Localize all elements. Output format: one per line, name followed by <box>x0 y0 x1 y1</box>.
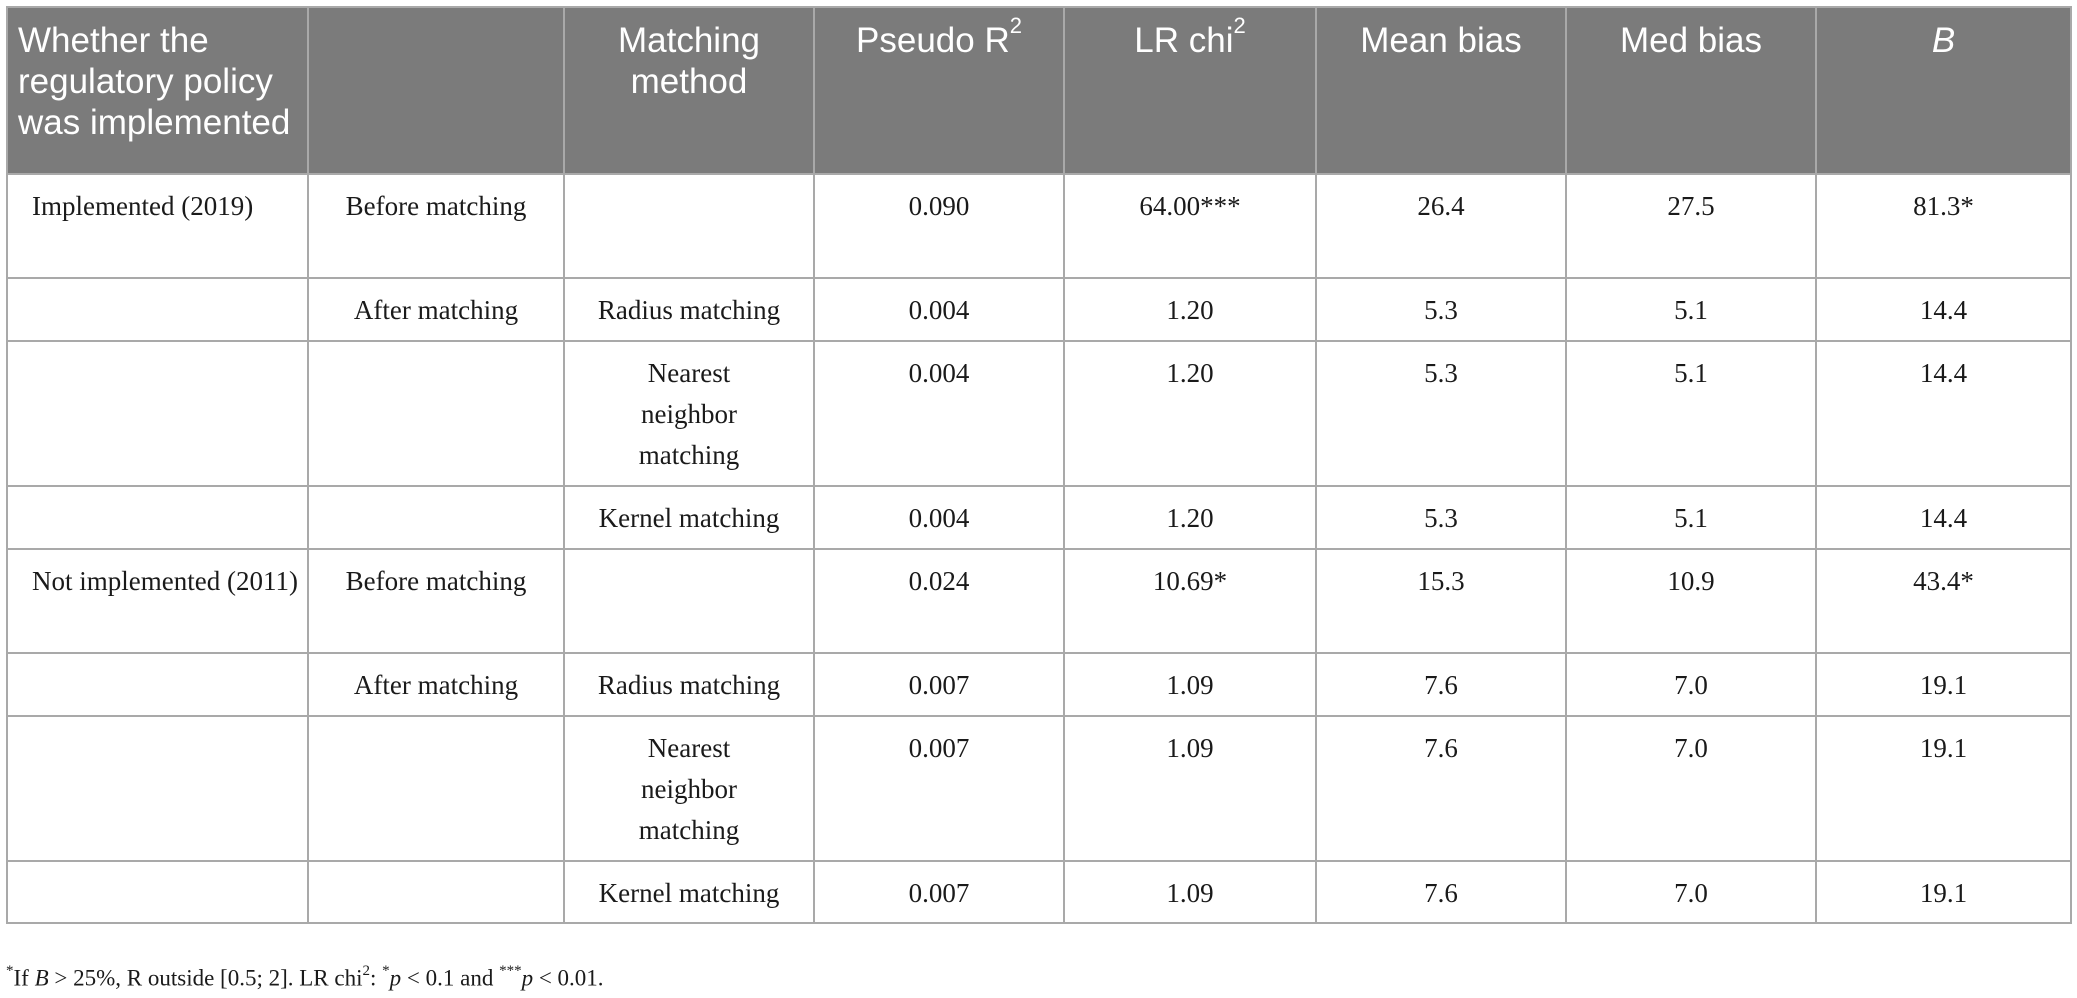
cell-pseudo-r2: 0.004 <box>814 278 1064 341</box>
cell-mean-bias: 15.3 <box>1316 549 1566 653</box>
cell-stage: Before matching <box>308 549 564 653</box>
cell-med-bias: 7.0 <box>1566 716 1816 861</box>
cell-mean-bias: 5.3 <box>1316 278 1566 341</box>
cell-group <box>7 716 308 861</box>
footnote-p: p <box>521 965 534 991</box>
cell-pseudo-r2: 0.024 <box>814 549 1064 653</box>
cell-method: Kernel matching <box>564 861 814 923</box>
cell-med-bias: 5.1 <box>1566 278 1816 341</box>
cell-method: Nearest neighbor matching <box>564 716 814 861</box>
cell-stage: After matching <box>308 653 564 716</box>
cell-group: Not implemented (2011) <box>7 549 308 653</box>
header-med-bias: Med bias <box>1566 7 1816 174</box>
cell-pseudo-r2: 0.090 <box>814 174 1064 278</box>
cell-b: 14.4 <box>1816 278 2071 341</box>
table-row <box>7 716 2071 861</box>
cell-stage <box>308 716 564 861</box>
footnote-star: * <box>382 963 390 979</box>
cell-b: 14.4 <box>1816 486 2071 549</box>
cell-b: 14.4 <box>1816 341 2071 486</box>
cell-lr-chi2: 1.20 <box>1064 278 1316 341</box>
pseudo-r2-superscript: 2 <box>1009 13 1022 39</box>
lr-chi2-superscript: 2 <box>1233 13 1246 39</box>
footnote-text-2: > 25%, R outside [0.5; 2]. LR chi <box>48 965 363 991</box>
pseudo-r2-label: Pseudo R <box>856 21 1010 60</box>
cell-group <box>7 486 308 549</box>
cell-method: Nearest neighbor matching <box>564 341 814 486</box>
cell-b: 19.1 <box>1816 861 2071 923</box>
footnote-text-4: < 0.1 and <box>401 965 500 991</box>
cell-pseudo-r2: 0.007 <box>814 716 1064 861</box>
cell-lr-chi2: 1.20 <box>1064 341 1316 486</box>
cell-pseudo-r2: 0.004 <box>814 341 1064 486</box>
table-row <box>7 341 2071 486</box>
header-lr-chi2 <box>1064 7 1316 174</box>
header-matching-method: Matching method <box>564 7 814 174</box>
cell-pseudo-r2: 0.004 <box>814 486 1064 549</box>
cell-mean-bias: 7.6 <box>1316 653 1566 716</box>
header-b <box>1816 7 2071 174</box>
footnote-superscript: 2 <box>362 963 370 979</box>
cell-b: 19.1 <box>1816 716 2071 861</box>
cell-method <box>564 174 814 278</box>
cell-lr-chi2: 1.09 <box>1064 716 1316 861</box>
cell-stage: Before matching <box>308 174 564 278</box>
cell-med-bias: 27.5 <box>1566 174 1816 278</box>
cell-method: Kernel matching <box>564 486 814 549</box>
cell-group <box>7 861 308 923</box>
cell-lr-chi2: 1.20 <box>1064 486 1316 549</box>
header-policy-implemented: Whether the regulatory policy was implemented <box>7 7 308 174</box>
cell-method <box>564 549 814 653</box>
cell-mean-bias: 7.6 <box>1316 716 1566 861</box>
cell-group <box>7 341 308 486</box>
cell-lr-chi2: 1.09 <box>1064 653 1316 716</box>
table-row <box>7 486 2071 549</box>
table-row <box>7 174 2071 278</box>
cell-med-bias: 7.0 <box>1566 861 1816 923</box>
cell-pseudo-r2: 0.007 <box>814 861 1064 923</box>
table-row <box>7 549 2071 653</box>
cell-mean-bias: 7.6 <box>1316 861 1566 923</box>
header-stage <box>308 7 564 174</box>
cell-group <box>7 278 308 341</box>
cell-stage <box>308 341 564 486</box>
header-mean-bias: Mean bias <box>1316 7 1566 174</box>
footnote-star: * <box>6 963 14 979</box>
cell-b: 19.1 <box>1816 653 2071 716</box>
b-label: B <box>1931 21 1956 60</box>
cell-stage <box>308 486 564 549</box>
cell-b: 43.4* <box>1816 549 2071 653</box>
cell-lr-chi2: 1.09 <box>1064 861 1316 923</box>
cell-med-bias: 7.0 <box>1566 653 1816 716</box>
footnote-text-1: If <box>13 965 35 991</box>
matching-balance-table <box>6 6 2072 924</box>
cell-method: Radius matching <box>564 278 814 341</box>
cell-med-bias: 10.9 <box>1566 549 1816 653</box>
cell-lr-chi2: 10.69* <box>1064 549 1316 653</box>
table-row <box>7 861 2071 923</box>
cell-stage <box>308 861 564 923</box>
footnote-text-3: : <box>370 965 383 991</box>
table-footnote <box>6 958 604 994</box>
cell-mean-bias: 5.3 <box>1316 486 1566 549</box>
cell-group <box>7 653 308 716</box>
table-row <box>7 278 2071 341</box>
header-row <box>7 7 2071 174</box>
cell-mean-bias: 5.3 <box>1316 341 1566 486</box>
cell-med-bias: 5.1 <box>1566 341 1816 486</box>
cell-stage: After matching <box>308 278 564 341</box>
table-row <box>7 653 2071 716</box>
cell-pseudo-r2: 0.007 <box>814 653 1064 716</box>
footnote-star: *** <box>499 963 522 979</box>
cell-b: 81.3* <box>1816 174 2071 278</box>
cell-lr-chi2: 64.00*** <box>1064 174 1316 278</box>
lr-chi2-label: LR chi <box>1134 21 1234 60</box>
header-pseudo-r2 <box>814 7 1064 174</box>
cell-method: Radius matching <box>564 653 814 716</box>
cell-med-bias: 5.1 <box>1566 486 1816 549</box>
footnote-p: p <box>389 965 402 991</box>
footnote-b: B <box>34 965 49 991</box>
footnote-text-5: < 0.01. <box>533 965 604 991</box>
cell-mean-bias: 26.4 <box>1316 174 1566 278</box>
cell-group: Implemented (2019) <box>7 174 308 278</box>
results-table-container <box>6 6 2070 924</box>
